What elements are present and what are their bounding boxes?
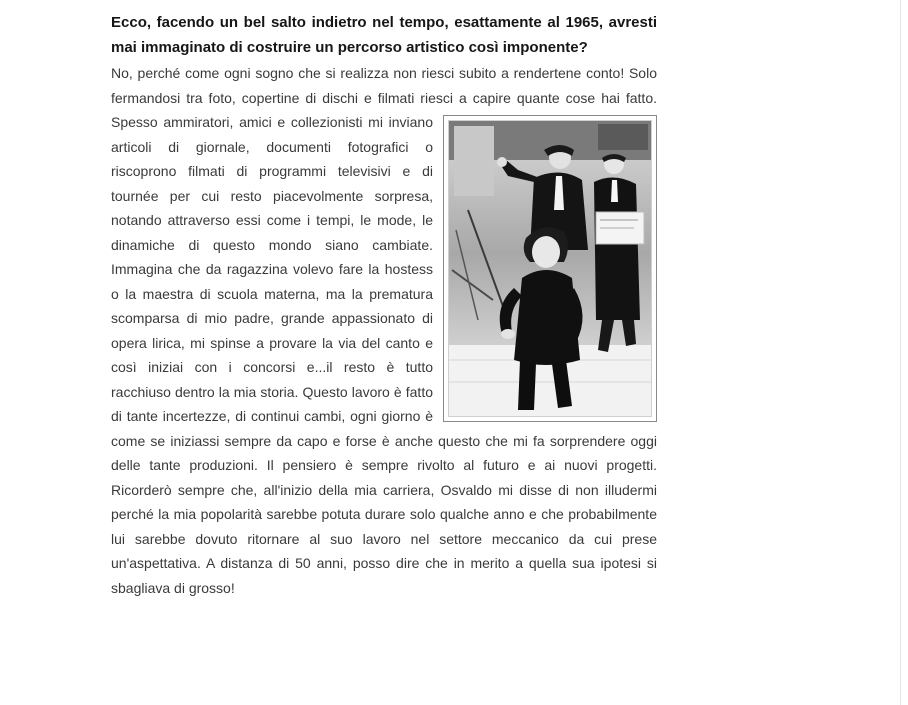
vintage-photo [443,115,657,422]
interview-answer [111,61,657,600]
answer-body: Spesso ammiratori, amici e collezionisti mi inviano articoli di giornale, documenti fotografici o riscoprono filmati di programmi televisivi e di tournée per cui resto piacevolmente sorpresa, notando attraverso essi come i tempi, le mode, le dinamiche di questo mondo siano cambiate. Immagina che da ragazzina volevo fare la hostess o la maestra di scuola materna, ma la prematura scomparsa di mio padre, grande appassionato di opera lirica, mi spinse a provare la via del canto e così iniziai con i concorsi e...il resto è tutto racchiuso dentro la mia storia. Questo lavoro è fatto di tante incertezze, di continui cambi, ogni giorno è come se iniziassi sempre da capo e forse è anche questo che mi fa sorprendere oggi delle tante produzioni. Il pensiero è sempre rivolto al futuro e ai nuovi progetti. Ricorderò sempre che, all'inizio della mia carriera, Osvaldo mi disse di non illudermi perché la mia popolarità sarebbe potuta durare solo qualche anno e che probabilmente lui sarebbe dovuto ritornare al suo lavoro nel settore meccanico da cui prese un'aspettativa. A distanza di 50 anni, posso dire che in merito a quella sua ipotesi si sbagliava di grosso! [111,114,657,596]
interview-article [111,10,657,600]
interview-question: Ecco, facendo un bel salto indietro nel tempo, esattamente al 1965, avresti mai immaginato di costruire un percorso artistico così imponente? [111,14,657,56]
page-edge-divider [900,0,901,705]
vintage-photo-image [448,120,652,417]
answer-intro: No, perché come ogni sogno che si realizza non riesci subito a rendertene conto! Solo fermandosi tra foto, copertine di dischi e filmati riesci a capire quante cose hai fatto. [111,65,657,106]
